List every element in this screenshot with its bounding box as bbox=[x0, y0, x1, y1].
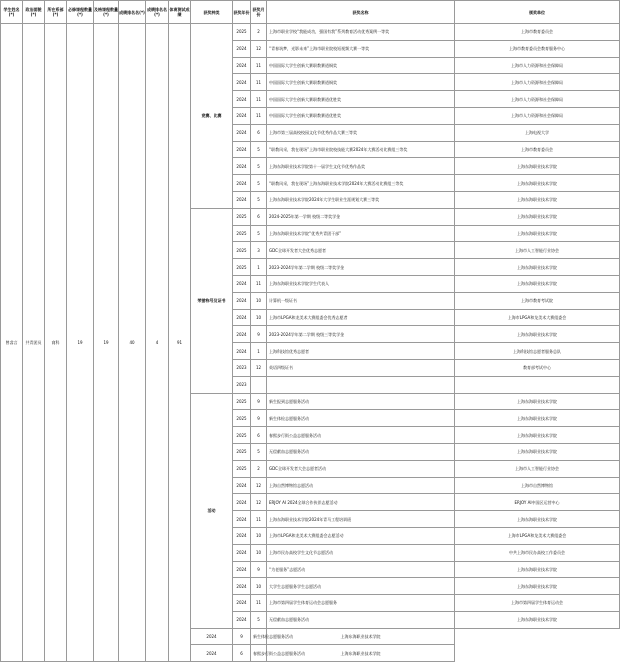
award-year-cell: 2025 bbox=[233, 208, 251, 225]
award-month-cell: 12 bbox=[251, 494, 267, 511]
award-name-cell: 春熙步行街公益志愿服务活动 bbox=[267, 427, 455, 444]
column-header: 及格课程数量(*) bbox=[94, 1, 119, 24]
award-category-cell: 荣誉称号及证书 bbox=[191, 208, 233, 393]
award-name-cell: 上海市职业学校“我能成功，强国有我”系列教育活动优秀案例一等奖 bbox=[267, 24, 455, 41]
award-org-cell: 上海东海职业技术学院 bbox=[267, 645, 455, 662]
award-month-cell: 11 bbox=[251, 91, 267, 108]
award-year-cell: 2024 bbox=[233, 107, 251, 124]
student-political-cell: 共青团员 bbox=[23, 24, 45, 662]
award-year-cell: 2025 bbox=[233, 259, 251, 276]
award-month-cell: 11 bbox=[251, 57, 267, 74]
award-month-cell: 11 bbox=[251, 511, 267, 528]
award-org-cell: 中共上海市民办高校工作委员会 bbox=[455, 544, 620, 561]
award-year-cell: 2025 bbox=[233, 242, 251, 259]
award-org-cell: 上海东海职业技术学院 bbox=[455, 427, 620, 444]
award-year-cell: 2024 bbox=[233, 91, 251, 108]
award-month-cell: 10 bbox=[251, 544, 267, 561]
award-name-cell: 新生体检志愿服务活动 bbox=[267, 410, 455, 427]
award-org-cell: 上海市人工智能行业协会 bbox=[455, 460, 620, 477]
award-name-cell: 上海自然博物馆志愿活动 bbox=[267, 477, 455, 494]
award-month-cell: 9 bbox=[251, 410, 267, 427]
award-month-cell: 10 bbox=[251, 578, 267, 595]
column-header: 体育测试成绩 bbox=[169, 1, 191, 24]
student-rank1-cell: 40 bbox=[119, 24, 146, 662]
award-name-cell: 上海东海职业技术学院第十一届学生文化节优秀作品奖 bbox=[267, 158, 455, 175]
award-year-cell: 2023 bbox=[233, 359, 251, 376]
award-name-cell: 上海东海职业技术学院2024年大学生职业生涯规划大赛三等奖 bbox=[267, 191, 455, 208]
award-year-cell: 2025 bbox=[233, 427, 251, 444]
award-name-cell: 中国国际大学生创新大赛职教赛道优胜奖 bbox=[267, 91, 455, 108]
award-year-cell: 2024 bbox=[233, 57, 251, 74]
student-name-cell: 曾睿言 bbox=[1, 24, 23, 662]
award-year-cell: 2025 bbox=[233, 460, 251, 477]
award-name-cell: 无偿献血志愿服务活动 bbox=[267, 443, 455, 460]
award-year-cell: 2025 bbox=[233, 225, 251, 242]
column-header: 成绩排名名(*) bbox=[146, 1, 169, 24]
award-year-cell: 2024 bbox=[233, 175, 251, 192]
column-header: 获奖名称 bbox=[267, 1, 455, 24]
column-header: 必修课程数量(*) bbox=[67, 1, 94, 24]
award-name-cell: 大学生志愿服务学生志愿活动 bbox=[267, 578, 455, 595]
award-month-cell: 3 bbox=[251, 242, 267, 259]
award-name-cell: ERJOY AI 2024全球合作伙伴志愿活动 bbox=[267, 494, 455, 511]
award-month-cell: 9 bbox=[251, 326, 267, 343]
award-org-cell: 上海市教育委员会 bbox=[455, 24, 620, 41]
column-header: 成绩排名名(*) bbox=[119, 1, 146, 24]
award-month-cell: 12 bbox=[251, 40, 267, 57]
award-month-cell: 2 bbox=[251, 460, 267, 477]
award-year-cell: 2024 bbox=[233, 40, 251, 57]
award-org-cell: 上海东海职业技术学院 bbox=[455, 158, 620, 175]
award-org-cell: 上海东海职业技术学院 bbox=[267, 628, 455, 645]
award-year-cell: 2024 bbox=[233, 527, 251, 544]
award-name-cell: “职教风采，我在现场”上海东海职业技术学院2024年大赛活动比赛组三等奖 bbox=[267, 175, 455, 192]
award-name-cell: “职教风采，我在现场”上海市职业院校技能大赛2024年大赛活动比赛组三等奖 bbox=[267, 141, 455, 158]
column-header: 政治面貌(*) bbox=[23, 1, 45, 24]
award-year-cell: 2024 bbox=[233, 544, 251, 561]
award-month-cell: 6 bbox=[251, 427, 267, 444]
award-year-cell: 2024 bbox=[233, 158, 251, 175]
award-name-cell: “为老服务”志愿活动 bbox=[267, 561, 455, 578]
award-month-cell: 9 bbox=[233, 628, 251, 645]
award-year-cell: 2025 bbox=[233, 443, 251, 460]
award-name-cell: 2024-2025年第一学期 校级二等奖学金 bbox=[267, 208, 455, 225]
award-name-cell: 中国国际大学生创新大赛职教赛道铜奖 bbox=[267, 74, 455, 91]
award-org-cell: 上海市LPGA和龙美术大赛组委会 bbox=[455, 527, 620, 544]
award-org-cell: 上海东海职业技术学院 bbox=[455, 259, 620, 276]
award-org-cell: 上海东海职业技术学院 bbox=[455, 561, 620, 578]
award-name-cell: 计算机一级证书 bbox=[267, 292, 455, 309]
award-category-cell: 活动 bbox=[191, 393, 233, 628]
award-year-cell: 2024 bbox=[233, 275, 251, 292]
award-year-cell: 2024 bbox=[233, 477, 251, 494]
award-org-cell: 上海东海职业技术学院 bbox=[455, 208, 620, 225]
award-month-cell: 10 bbox=[251, 292, 267, 309]
award-name-cell: 2023-2024学年第二学期 校级二等奖学金 bbox=[267, 259, 455, 276]
award-org-cell: ERJOY AI中国区运营中心 bbox=[455, 494, 620, 511]
award-org-cell: 上海市人力资源和社会保障局 bbox=[455, 74, 620, 91]
award-name-cell: 上海科技馆优秀志愿者 bbox=[267, 343, 455, 360]
award-month-cell: 11 bbox=[251, 107, 267, 124]
column-header: 学生姓名(*) bbox=[1, 1, 23, 24]
award-year-cell: 2024 bbox=[233, 595, 251, 612]
award-name-cell: 2023-2024学年第二学期 校级三等奖学金 bbox=[267, 326, 455, 343]
award-year-cell: 2024 bbox=[233, 511, 251, 528]
award-month-cell: 5 bbox=[251, 443, 267, 460]
award-name-cell: 新生体检志愿服务活动 bbox=[251, 628, 267, 645]
award-year-cell: 2024 bbox=[233, 141, 251, 158]
award-month-cell: 5 bbox=[251, 175, 267, 192]
award-org-cell: 上海市人力资源和社会保障局 bbox=[455, 91, 620, 108]
award-name-cell: 上海市LPGA和龙美术大赛组委会优秀志愿者 bbox=[267, 309, 455, 326]
award-name-cell: 上海市LPGA和龙美术大赛组委会志愿活动 bbox=[267, 527, 455, 544]
award-org-cell: 上海东海职业技术学院 bbox=[455, 393, 620, 410]
student-rank2-cell: 4 bbox=[146, 24, 169, 662]
award-org-cell: 上海市人力资源和社会保障局 bbox=[455, 57, 620, 74]
award-name-cell: 新生报到志愿服务活动 bbox=[267, 393, 455, 410]
table-row bbox=[1, 24, 620, 41]
column-header: 颁奖单位 bbox=[455, 1, 620, 24]
award-month-cell: 10 bbox=[251, 527, 267, 544]
student-required-cell: 19 bbox=[67, 24, 94, 662]
award-org-cell bbox=[455, 376, 620, 393]
award-name-cell bbox=[267, 376, 455, 393]
award-name-cell: 无偿献血志愿服务活动 bbox=[267, 611, 455, 628]
student-passed-cell: 19 bbox=[94, 24, 119, 662]
award-org-cell: 上海市教育考试院 bbox=[455, 292, 620, 309]
column-header: 获奖月份 bbox=[251, 1, 267, 24]
award-year-cell: 2025 bbox=[233, 410, 251, 427]
award-org-cell: 上海市人工智能行业协会 bbox=[455, 242, 620, 259]
student-dept-cell: 商科 bbox=[45, 24, 67, 662]
award-org-cell: 上海东海职业技术学院 bbox=[455, 410, 620, 427]
award-org-cell: 上海科技馆志愿者服务总队 bbox=[455, 343, 620, 360]
award-year-cell: 2024 bbox=[233, 611, 251, 628]
award-name-cell: GDC全球开发者大会优秀志愿者 bbox=[267, 242, 455, 259]
award-year-cell: 2024 bbox=[233, 343, 251, 360]
award-month-cell: 6 bbox=[233, 645, 251, 662]
award-org-cell: 上海东海职业技术学院 bbox=[455, 191, 620, 208]
award-org-cell: 上海市教育委员会教育服务中心 bbox=[455, 40, 620, 57]
award-org-cell: 上海东海职业技术学院 bbox=[455, 611, 620, 628]
award-name-cell: “青春筑梦，光影未来”上海市职业院校短视频大赛一等奖 bbox=[267, 40, 455, 57]
award-org-cell: 教育部考试中心 bbox=[455, 359, 620, 376]
award-month-cell: 1 bbox=[251, 343, 267, 360]
column-header: 所在系部(*) bbox=[45, 1, 67, 24]
award-month-cell: 5 bbox=[251, 191, 267, 208]
award-org-cell: 上海东海职业技术学院 bbox=[455, 275, 620, 292]
award-year-cell: 2024 bbox=[233, 74, 251, 91]
award-month-cell: 11 bbox=[251, 595, 267, 612]
award-month-cell bbox=[251, 376, 267, 393]
award-year-cell: 2023 bbox=[233, 376, 251, 393]
award-name-cell: 上海市民办高校学生文化节志愿活动 bbox=[267, 544, 455, 561]
award-year-cell: 2024 bbox=[233, 561, 251, 578]
award-name-cell: 中国国际大学生创新大赛职教赛道铜奖 bbox=[267, 57, 455, 74]
award-org-cell: 上海东海职业技术学院 bbox=[455, 511, 620, 528]
award-year-cell: 2024 bbox=[233, 292, 251, 309]
award-org-cell: 上海市LPGA和龙美术大赛组委会 bbox=[455, 309, 620, 326]
award-year-cell: 2024 bbox=[233, 191, 251, 208]
award-org-cell: 上海市第四届学生体育运动会 bbox=[455, 595, 620, 612]
award-month-cell: 2 bbox=[251, 24, 267, 41]
award-org-cell: 上海市教育委员会 bbox=[455, 141, 620, 158]
award-name-cell: 上海市第三届高校校园文化节优秀作品大赛三等奖 bbox=[267, 124, 455, 141]
award-name-cell: 春熙步行街公益志愿服务活动 bbox=[251, 645, 267, 662]
award-month-cell: 12 bbox=[251, 359, 267, 376]
award-month-cell: 5 bbox=[251, 141, 267, 158]
award-name-cell: 中国国际大学生创新大赛职教赛道优胜奖 bbox=[267, 107, 455, 124]
award-month-cell: 11 bbox=[251, 74, 267, 91]
award-month-cell: 9 bbox=[251, 393, 267, 410]
award-year-cell: 2024 bbox=[233, 578, 251, 595]
award-month-cell: 10 bbox=[251, 309, 267, 326]
award-name-cell: GDC全球开发者大会志愿者活动 bbox=[267, 460, 455, 477]
award-month-cell: 5 bbox=[251, 158, 267, 175]
award-org-cell: 上海东海职业技术学院 bbox=[455, 175, 620, 192]
award-month-cell: 6 bbox=[251, 208, 267, 225]
award-name-cell: 英语四级证书 bbox=[267, 359, 455, 376]
award-year-cell: 2024 bbox=[191, 645, 233, 662]
award-category-cell: 竞赛、比赛 bbox=[191, 24, 233, 209]
column-header: 获奖年份 bbox=[233, 1, 251, 24]
award-org-cell: 上海东海职业技术学院 bbox=[455, 326, 620, 343]
award-month-cell: 11 bbox=[251, 275, 267, 292]
column-header: 获奖种类 bbox=[191, 1, 233, 24]
award-month-cell: 12 bbox=[251, 477, 267, 494]
award-name-cell: 上海市第四届学生体育运动会志愿服务 bbox=[267, 595, 455, 612]
table-header bbox=[1, 1, 620, 24]
award-year-cell: 2025 bbox=[233, 393, 251, 410]
award-year-cell: 2024 bbox=[191, 628, 233, 645]
award-org-cell: 上海市自然博物馆 bbox=[455, 477, 620, 494]
award-year-cell: 2024 bbox=[233, 326, 251, 343]
award-year-cell: 2025 bbox=[233, 24, 251, 41]
student-pe-cell: 91 bbox=[169, 24, 191, 662]
award-org-cell: 上海东海职业技术学院 bbox=[455, 578, 620, 595]
award-month-cell: 5 bbox=[251, 611, 267, 628]
award-year-cell: 2024 bbox=[233, 309, 251, 326]
award-name-cell: 上海东海职业技术学院学生代表人 bbox=[267, 275, 455, 292]
award-name-cell: 上海东海职业技术学院“优秀共青团干部” bbox=[267, 225, 455, 242]
award-year-cell: 2024 bbox=[233, 494, 251, 511]
award-month-cell: 9 bbox=[251, 561, 267, 578]
award-month-cell: 1 bbox=[251, 259, 267, 276]
award-org-cell: 上海东海职业技术学院 bbox=[455, 225, 620, 242]
award-month-cell: 6 bbox=[251, 124, 267, 141]
award-org-cell: 上海市人力资源和社会保障局 bbox=[455, 107, 620, 124]
table-body bbox=[1, 24, 620, 662]
award-year-cell: 2024 bbox=[233, 124, 251, 141]
award-org-cell: 上海东海职业技术学院 bbox=[455, 443, 620, 460]
award-month-cell: 5 bbox=[251, 225, 267, 242]
award-name-cell: 上海东海职业技术学院2024年青马工程培训班 bbox=[267, 511, 455, 528]
award-org-cell: 上海电视大学 bbox=[455, 124, 620, 141]
